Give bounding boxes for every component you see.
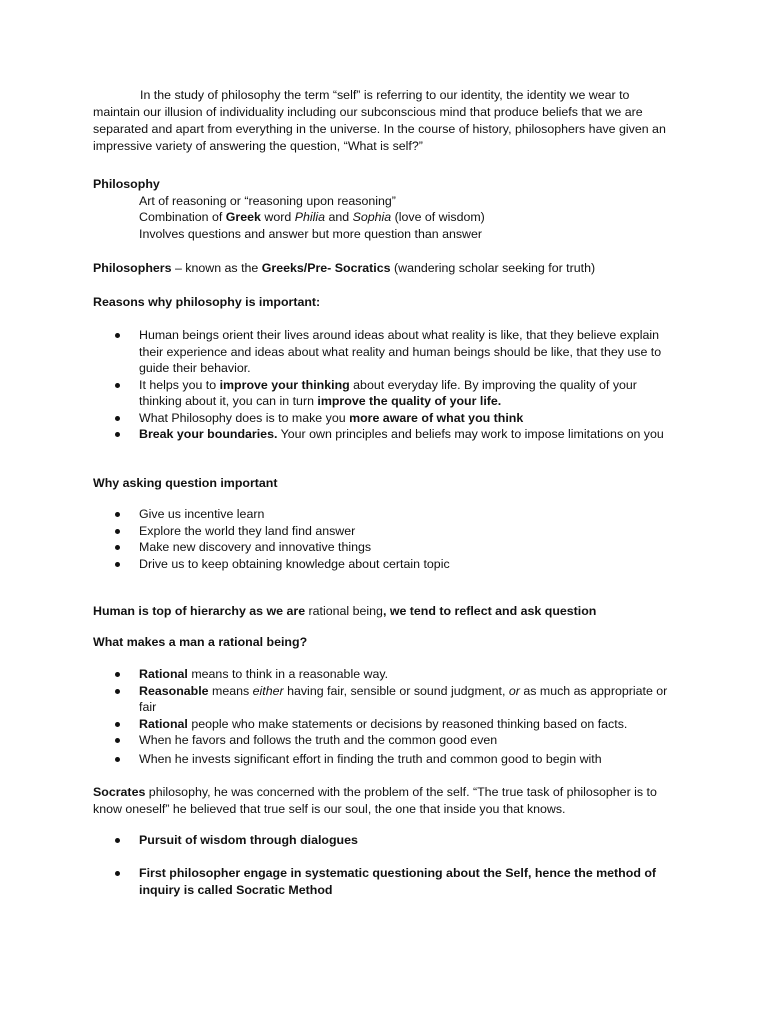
philosophy-definition-2: Combination of Greek word Philia and Sophia (love of wisdom): [139, 210, 485, 224]
rational-list: [93, 666, 683, 767]
socrates-list-2: [93, 865, 683, 898]
asking-heading: Why asking question important: [93, 476, 278, 490]
bullet-icon: [115, 545, 120, 550]
reasons-list: [93, 327, 683, 443]
bullet-icon: [115, 529, 120, 534]
list-item: When he favors and follows the truth and the common good even: [93, 732, 683, 749]
intro-paragraph: In the study of philosophy the term “self” is referring to our identity, the identity we wear to maintain our illusion of individuality including our subconscious mind that produce beliefs that we are separated and apart from everything in the universe. In the course of history, philosophers have given an impressive variety of answering the question, “What is self?”: [93, 88, 666, 153]
list-item: What Philosophy does is to make you more aware of what you think: [93, 410, 683, 427]
bullet-icon: [115, 738, 120, 743]
bullet-icon: [115, 512, 120, 517]
bullet-icon: [115, 722, 120, 727]
bullet-icon: [115, 871, 120, 876]
asking-list: [93, 506, 683, 572]
reasons-heading: Reasons why philosophy is important:: [93, 295, 321, 309]
list-item: Make new discovery and innovative things: [93, 539, 683, 556]
list-item: Explore the world they land find answer: [93, 523, 683, 540]
bullet-icon: [115, 333, 120, 338]
bullet-icon: [115, 672, 120, 677]
philosophy-heading: Philosophy: [93, 177, 160, 191]
philosophy-definition-1: Art of reasoning or “reasoning upon reasoning”: [139, 194, 396, 208]
socrates-paragraph: Socrates philosophy, he was concerned with the problem of the self. “The true task of philosopher is to know oneself” he believed that true self is our soul, the one that inside you that knows.: [93, 785, 657, 816]
bullet-icon: [115, 383, 120, 388]
list-item: Pursuit of wisdom through dialogues: [93, 832, 683, 849]
bullet-icon: [115, 432, 120, 437]
bullet-icon: [115, 689, 120, 694]
bullet-icon: [115, 416, 120, 421]
hierarchy-line: Human is top of hierarchy as we are rational being, we tend to reflect and ask question: [93, 604, 597, 618]
philosophers-line: Philosophers – known as the Greeks/Pre- Socratics (wandering scholar seeking for truth): [93, 261, 596, 275]
list-item: First philosopher engage in systematic questioning about the Self, hence the method of inquiry is called Socratic Method: [93, 865, 683, 898]
list-item: When he invests significant effort in finding the truth and common good to begin with: [93, 751, 683, 768]
philosophy-definition-3: Involves questions and answer but more question than answer: [139, 227, 483, 241]
list-item: Reasonable means either having fair, sensible or sound judgment, or as much as appropriate or fair: [93, 683, 683, 716]
list-item: It helps you to improve your thinking about everyday life. By improving the quality of your thinking about it, you can in turn improve the quality of your life.: [93, 377, 683, 410]
socrates-list-1: [93, 832, 683, 849]
rational-heading: What makes a man a rational being?: [93, 635, 308, 649]
list-item: Rational means to think in a reasonable way.: [93, 666, 683, 683]
list-item: Human beings orient their lives around ideas about what reality is like, that they believe explain their experience and ideas about what reality and human beings should be like, that they use to guide their behavior.: [93, 327, 683, 377]
list-item: Drive us to keep obtaining knowledge about certain topic: [93, 556, 683, 573]
bullet-icon: [115, 757, 120, 762]
bullet-icon: [115, 838, 120, 843]
bullet-icon: [115, 562, 120, 567]
list-item: Break your boundaries. Your own principles and beliefs may work to impose limitations on you: [93, 426, 683, 443]
list-item: Give us incentive learn: [93, 506, 683, 523]
list-item: Rational people who make statements or decisions by reasoned thinking based on facts.: [93, 716, 683, 733]
